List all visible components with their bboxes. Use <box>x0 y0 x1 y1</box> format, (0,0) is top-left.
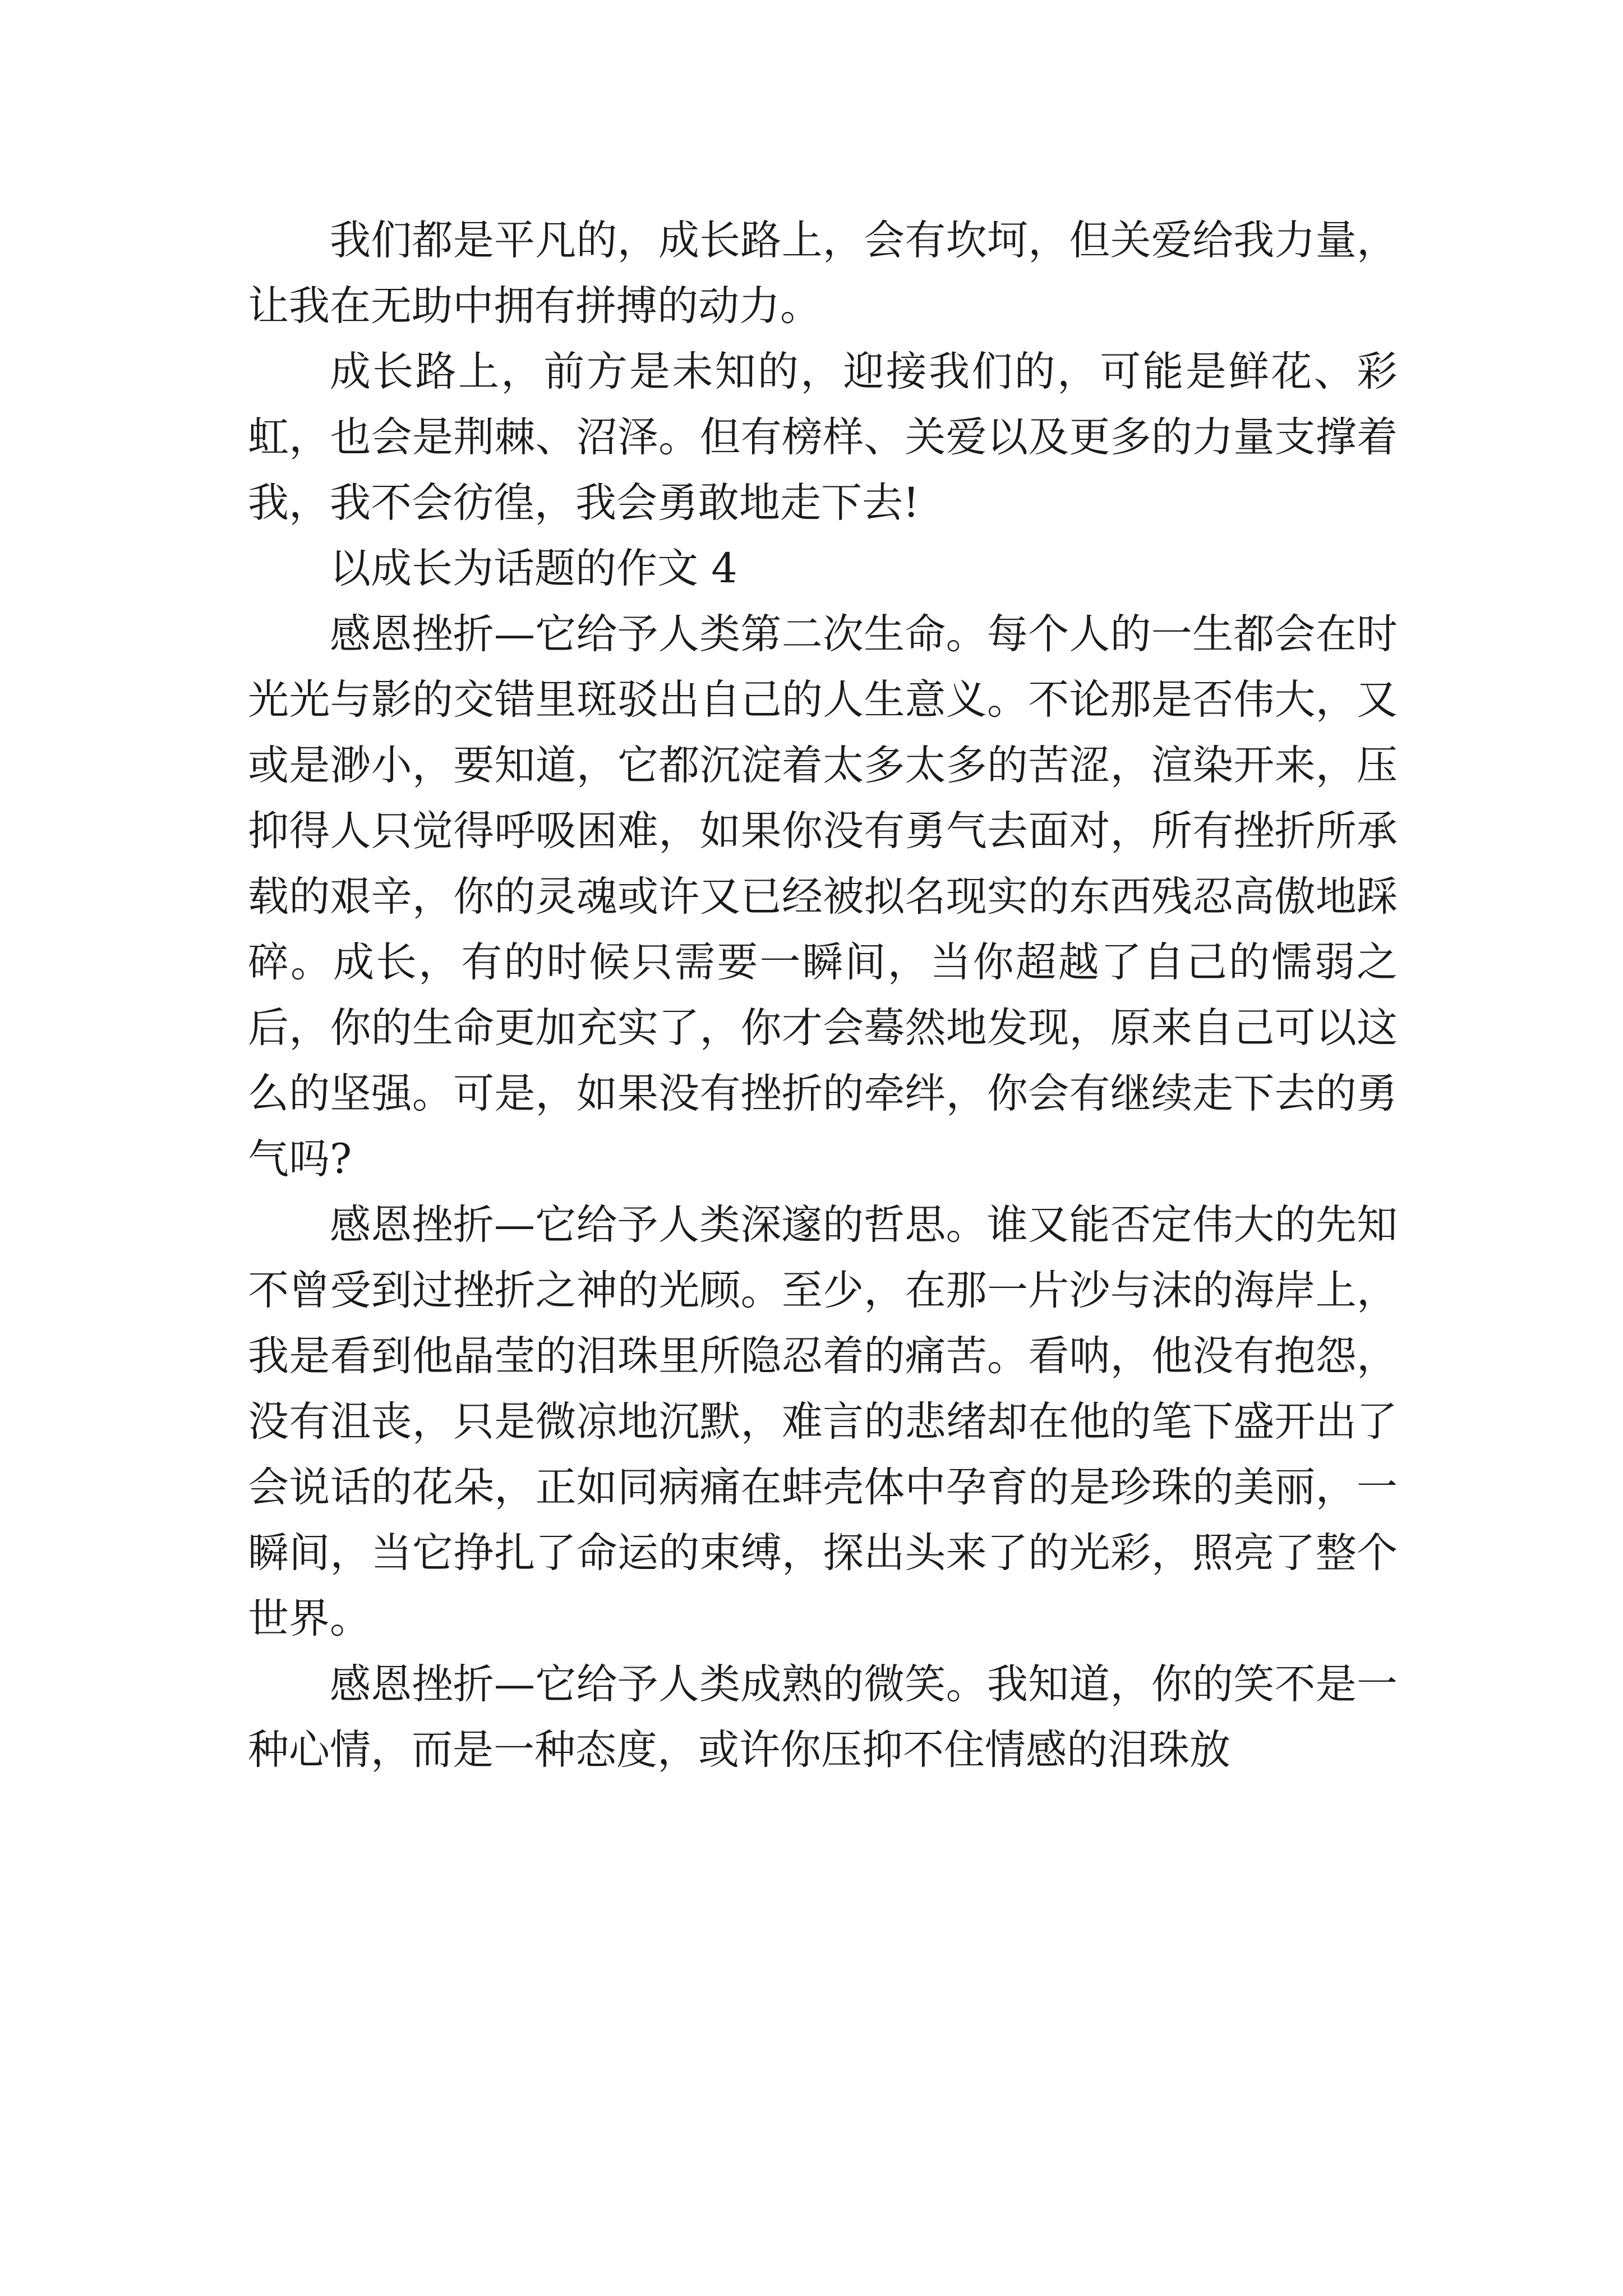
paragraph: 感恩挫折—它给予人类成熟的微笑。我知道，你的笑不是一种心情，而是一种态度，或许你压抑不住情感的泪珠放 <box>248 1660 1398 1774</box>
document-body <box>248 208 1398 1783</box>
paragraph: 感恩挫折—它给予人类深邃的哲思。谁又能否定伟大的先知不曾受到过挫折之神的光顾。至少，在那一片沙与沫的海岸上，我是看到他晶莹的泪珠里所隐忍着的痛苦。看呐，他没有抱怨，没有沮丧，只是微凉地沉默，难言的悲绪却在他的笔下盛开出了会说话的花朵，正如同病痛在蚌壳体中孕育的是珍珠的美丽，一瞬间，当它挣扎了命运的束缚，探出头来了的光彩，照亮了整个世界。 <box>248 1201 1398 1642</box>
paragraph: 我们都是平凡的，成长路上，会有坎坷，但关爱给我力量，让我在无助中拥有拼搏的动力。 <box>248 217 1398 330</box>
section-heading: 以成长为话题的作文 4 <box>330 545 737 592</box>
paragraph: 成长路上，前方是未知的，迎接我们的，可能是鲜花、彩虹，也会是荆棘、沼泽。但有榜样、关爱以及更多的力量支撑着我，我不会彷徨，我会勇敢地走下去! <box>248 348 1398 527</box>
paragraph: 感恩挫折—它给予人类第二次生命。每个人的一生都会在时光光与影的交错里斑驳出自己的人生意义。不论那是否伟大，又或是渺小，要知道，它都沉淀着太多太多的苦涩，渲染开来，压抑得人只觉得呼吸困难，如果你没有勇气去面对，所有挫折所承载的艰辛，你的灵魂或许又已经被拟名现实的东西残忍高傲地踩碎。成长，有的时候只需要一瞬间，当你超越了自己的懦弱之后，你的生命更加充实了，你才会蓦然地发现，原来自己可以这么的坚强。可是，如果没有挫折的牵绊，你会有继续走下去的勇气吗? <box>248 610 1398 1183</box>
